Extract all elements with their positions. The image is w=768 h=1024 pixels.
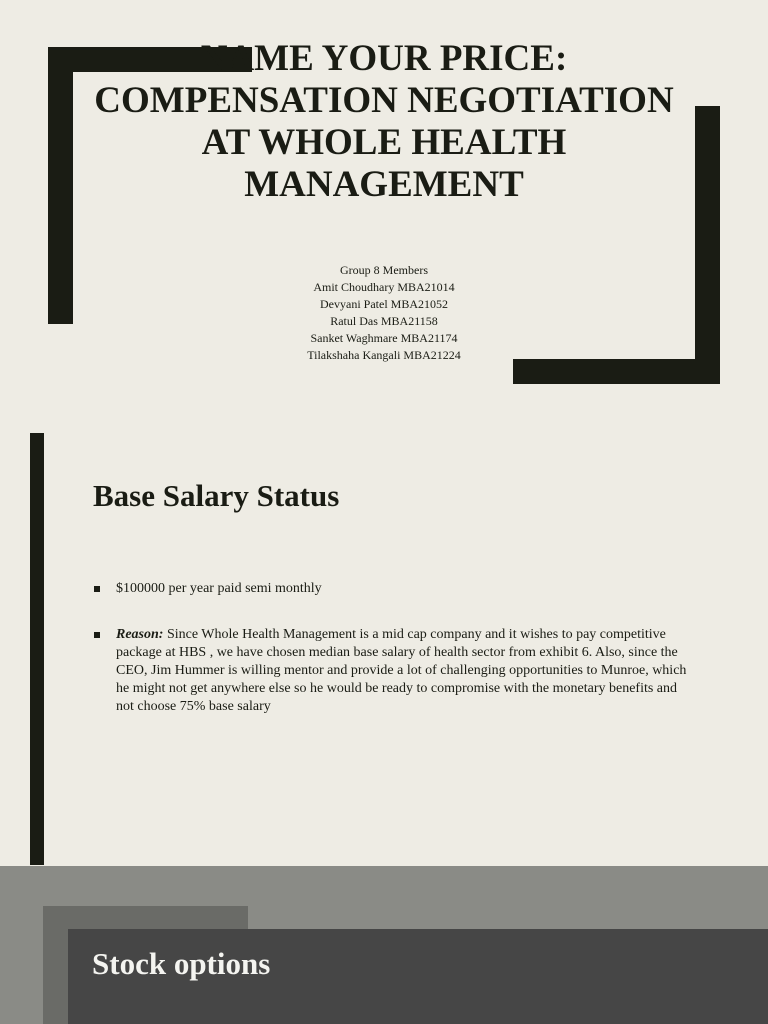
member-line: Ratul Das MBA21158: [330, 314, 438, 328]
member-line: Amit Choudhary MBA21014: [313, 280, 455, 294]
bottom-right-bracket-vertical: [695, 106, 720, 384]
member-line: Sanket Waghmare MBA21174: [310, 331, 458, 345]
top-left-bracket-vertical: [48, 47, 73, 324]
slide-heading: Base Salary Status: [93, 478, 340, 513]
reason-label: Reason:: [116, 627, 164, 642]
bullet-text: $100000 per year paid semi monthly: [116, 581, 322, 596]
bullet-square-icon: [94, 632, 100, 638]
slide-title: NAME YOUR PRICE: COMPENSATION NEGOTIATION AT WHOLE HEALTH MANAGEMENT: [94, 38, 674, 205]
member-line: Devyani Patel MBA21052: [320, 297, 448, 311]
base-salary-slide: [0, 420, 768, 866]
member-line: Tilakshaha Kangali MBA21224: [307, 348, 461, 362]
bottom-right-bracket-horizontal: [513, 359, 720, 384]
stock-options-slide: [0, 866, 768, 1024]
left-accent-bar: [30, 433, 44, 865]
group-members: [234, 262, 534, 364]
members-heading: Group 8 Members: [340, 263, 428, 277]
bullet-item: [94, 626, 694, 716]
title-slide: [0, 0, 768, 420]
slide-heading: Stock options: [92, 946, 271, 981]
bullet-item: [94, 580, 694, 598]
bullet-square-icon: [94, 586, 100, 592]
bullet-text: [116, 626, 694, 716]
reason-text: Since Whole Health Management is a mid cap company and it wishes to pay competitive package at HBS , we have chosen median base salary of health sector from exhibit 6. Also, since the CEO, Jim Hummer is willing mentor and provide a lot of challenging opportunities to Munroe, which he might not get anywhere else so he would be ready to compromise with the monetary benefits and not choose 75% base salary: [116, 627, 687, 714]
